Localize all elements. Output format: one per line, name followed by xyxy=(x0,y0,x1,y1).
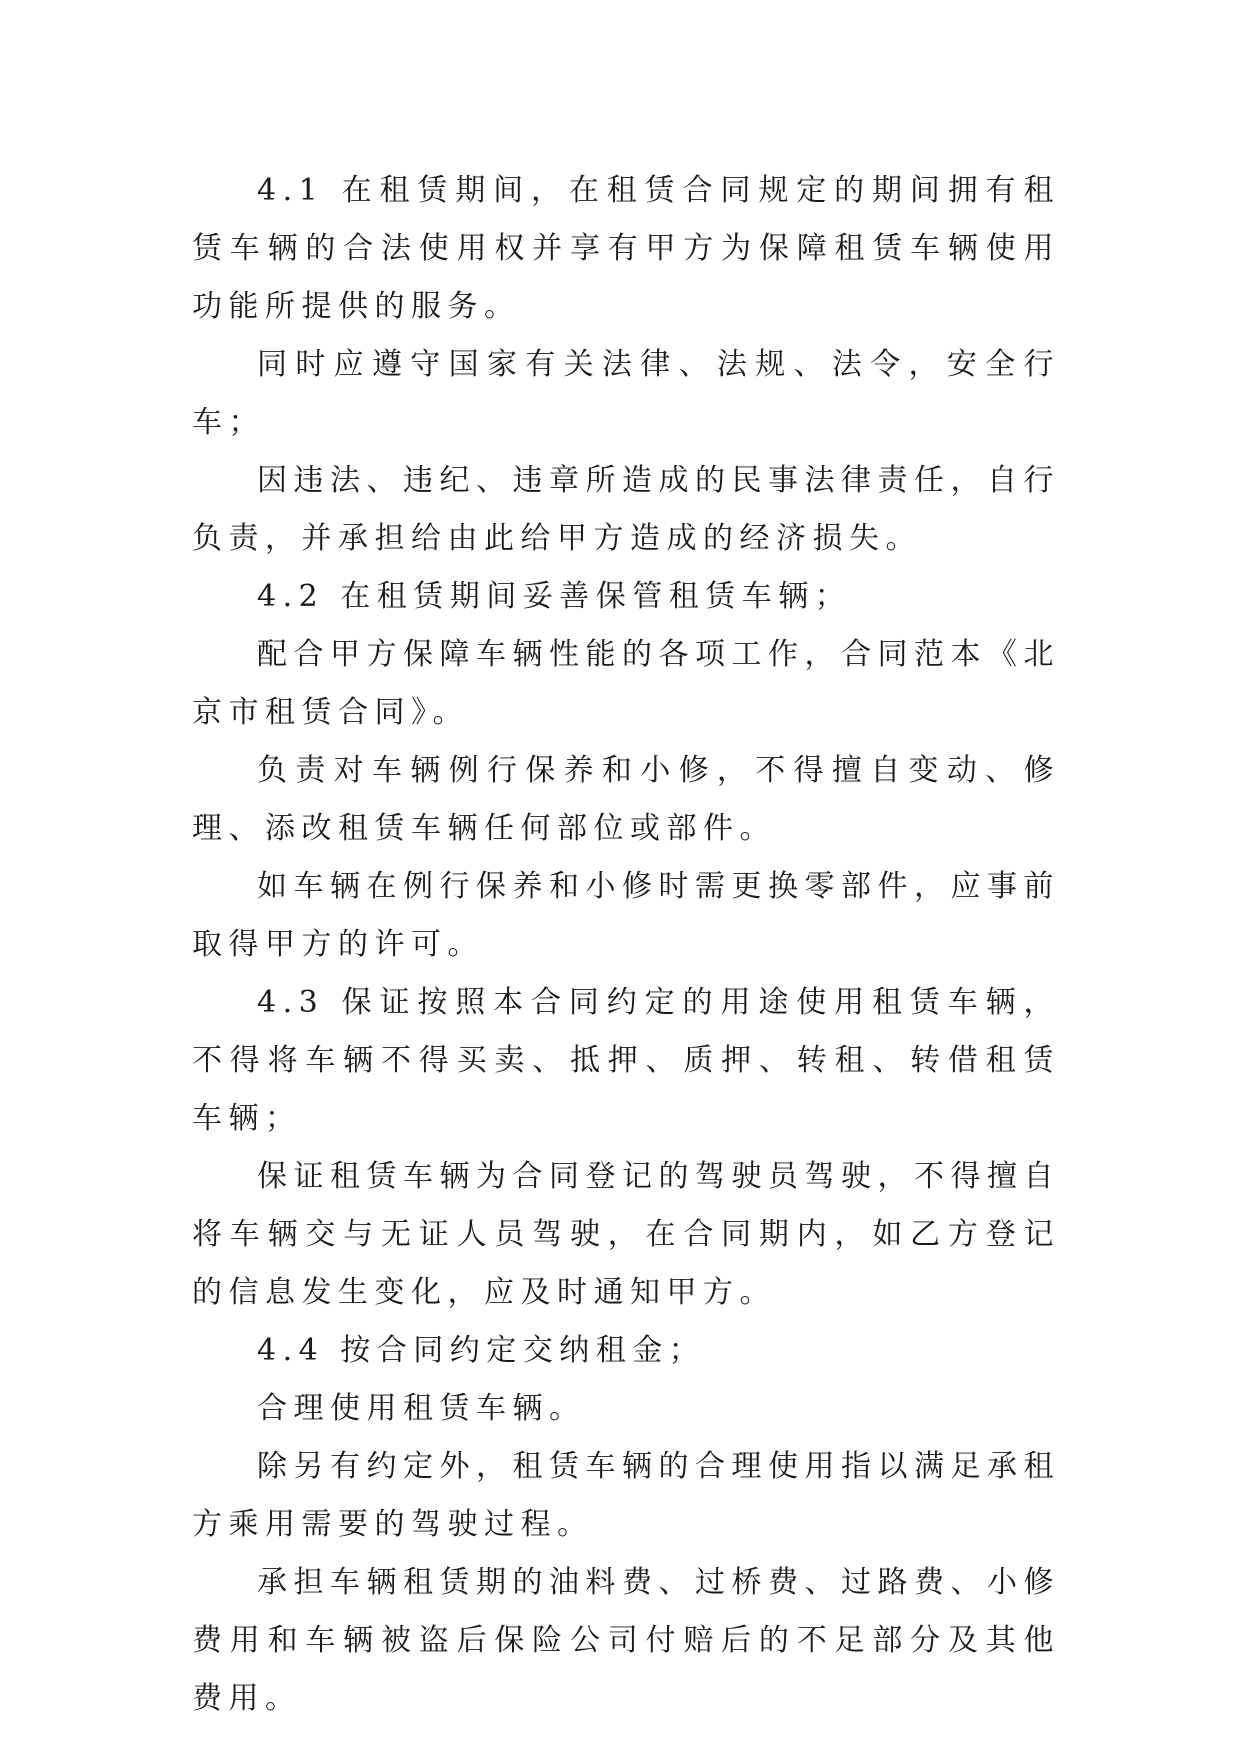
paragraph-parts-permission: 如车辆在例行保养和小修时需更换零部件，应事前取得甲方的许可。 xyxy=(192,869,1060,962)
paragraph-maintenance: 负责对车辆例行保养和小修，不得擅自变动、修理、添改租赁车辆任何部位或部件。 xyxy=(192,753,1060,846)
paragraph-liability: 因违法、违纪、违章所造成的民事法律责任，自行负责，并承担给由此给甲方造成的经济损失。 xyxy=(192,463,1060,556)
paragraph-cooperate: 配合甲方保障车辆性能的各项工作，合同范本《北京市租赁合同》。 xyxy=(192,637,1060,730)
paragraph-reasonable-use: 合理使用租赁车辆。 xyxy=(257,1391,586,1426)
paragraph-use-definition: 除另有约定外，租赁车辆的合理使用指以满足承租方乘用需要的驾驶过程。 xyxy=(192,1449,1060,1542)
paragraph-obey-laws: 同时应遵守国家有关法律、法规、法令，安全行车； xyxy=(192,347,1060,440)
paragraph-4-2: 4.2 在租赁期间妥善保管租赁车辆； xyxy=(257,579,852,614)
paragraph-driver: 保证租赁车辆为合同登记的驾驶员驾驶，不得擅自将车辆交与无证人员驾驶，在合同期内，如乙方登记的信息发生变化，应及时通知甲方。 xyxy=(192,1159,1060,1310)
paragraph-4-3: 4.3 保证按照本合同约定的用途使用租赁车辆，不得将车辆不得买卖、抵押、质押、转租、转借租赁车辆； xyxy=(192,985,1060,1136)
document-body xyxy=(192,162,1060,1728)
paragraph-4-1: 4.1 在租赁期间，在租赁合同规定的期间拥有租赁车辆的合法使用权并享有甲方为保障租赁车辆使用功能所提供的服务。 xyxy=(192,173,1060,324)
paragraph-4-4: 4.4 按合同约定交纳租金； xyxy=(257,1333,706,1368)
paragraph-expenses: 承担车辆租赁期的油料费、过桥费、过路费、小修费用和车辆被盗后保险公司付赔后的不足部分及其他费用。 xyxy=(192,1565,1060,1716)
